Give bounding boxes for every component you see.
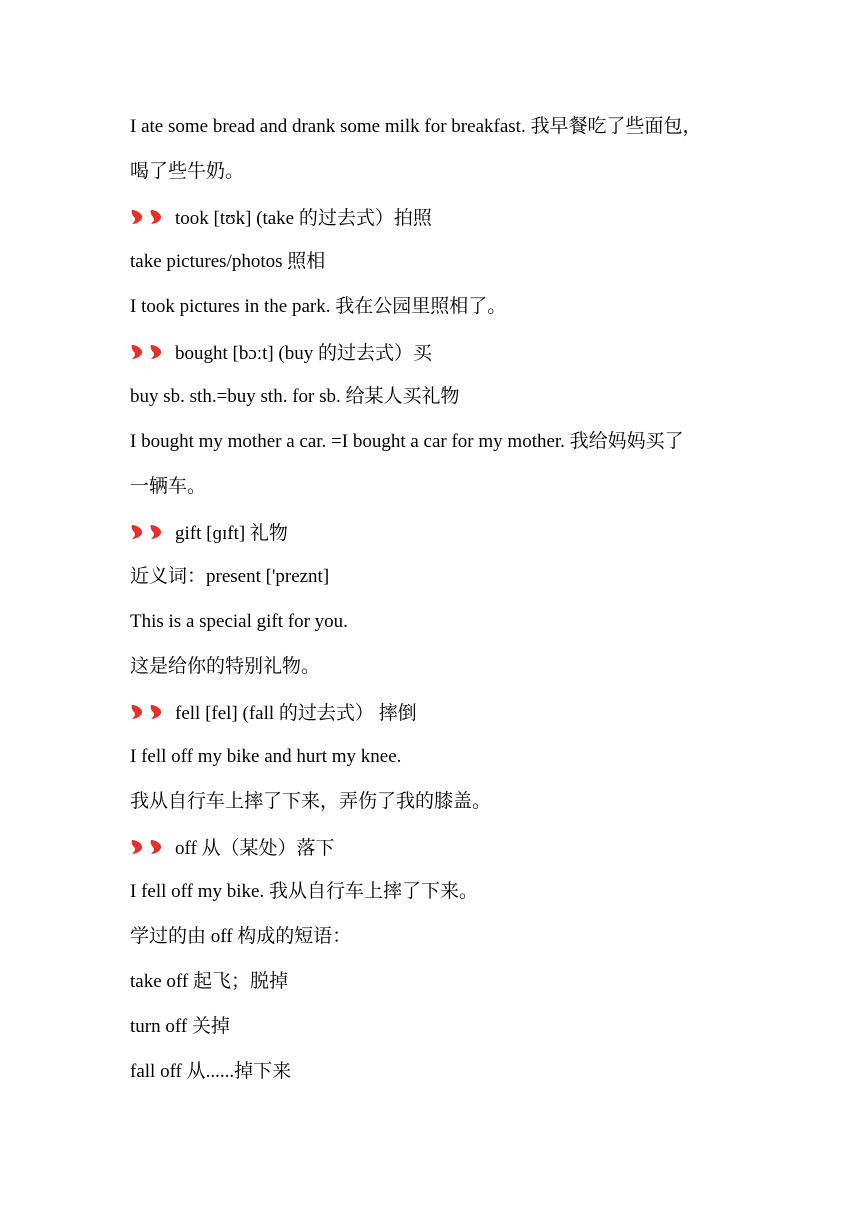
text-line: 一辆车。: [130, 476, 207, 497]
text-line: I ate some bread and drank some milk for breakfast. 我早餐吃了些面包，: [130, 116, 702, 137]
text-line: turn off 关掉: [130, 1016, 230, 1037]
red-heart-bullet-icon: [130, 344, 144, 360]
text-line: fall off 从......掉下来: [130, 1061, 292, 1082]
text-line: 近义词：present ['preznt]: [130, 566, 330, 587]
text-line: 喝了些牛奶。: [130, 161, 245, 182]
bullet-marker: [130, 344, 163, 360]
red-heart-bullet-icon: [130, 209, 144, 225]
document-body: [130, 110, 750, 1100]
text-line: I took pictures in the park. 我在公园里照相了。: [130, 296, 507, 317]
vocab-entry: [130, 830, 750, 875]
text-line: I fell off my bike and hurt my knee.: [130, 746, 402, 767]
vocab-word: gift [ɡɪft] 礼物: [175, 523, 288, 544]
text-line: I fell off my bike. 我从自行车上摔了下来。: [130, 881, 478, 902]
text-line: 我从自行车上摔了下来，弄伤了我的膝盖。: [130, 791, 492, 812]
bullet-marker: [130, 209, 163, 225]
red-heart-bullet-icon: [149, 704, 163, 720]
red-heart-bullet-icon: [149, 344, 163, 360]
bullet-marker: [130, 839, 163, 855]
text-line: buy sb. sth.=buy sth. for sb. 给某人买礼物: [130, 386, 460, 407]
text-line: take pictures/photos 照相: [130, 251, 326, 272]
text-line: take off 起飞；脱掉: [130, 971, 288, 992]
vocab-entry: [130, 335, 750, 380]
vocab-word: bought [bɔːt] (buy 的过去式）买: [175, 343, 433, 364]
red-heart-bullet-icon: [130, 839, 144, 855]
red-heart-bullet-icon: [130, 704, 144, 720]
bullet-marker: [130, 704, 163, 720]
red-heart-bullet-icon: [149, 524, 163, 540]
red-heart-bullet-icon: [149, 209, 163, 225]
vocab-word: off 从（某处）落下: [175, 838, 335, 859]
vocab-entry: [130, 695, 750, 740]
text-line: This is a special gift for you.: [130, 611, 348, 632]
text-line: I bought my mother a car. =I bought a car for my mother. 我给妈妈买了: [130, 431, 684, 452]
text-line: 学过的由 off 构成的短语：: [130, 926, 352, 947]
vocab-entry: [130, 515, 750, 560]
red-heart-bullet-icon: [149, 839, 163, 855]
text-line: 这是给你的特别礼物。: [130, 656, 321, 677]
vocab-entry: [130, 200, 750, 245]
vocab-word: took [tʊk] (take 的过去式）拍照: [175, 208, 432, 229]
red-heart-bullet-icon: [130, 524, 144, 540]
bullet-marker: [130, 524, 163, 540]
vocab-word: fell [fel] (fall 的过去式） 摔倒: [175, 703, 417, 724]
